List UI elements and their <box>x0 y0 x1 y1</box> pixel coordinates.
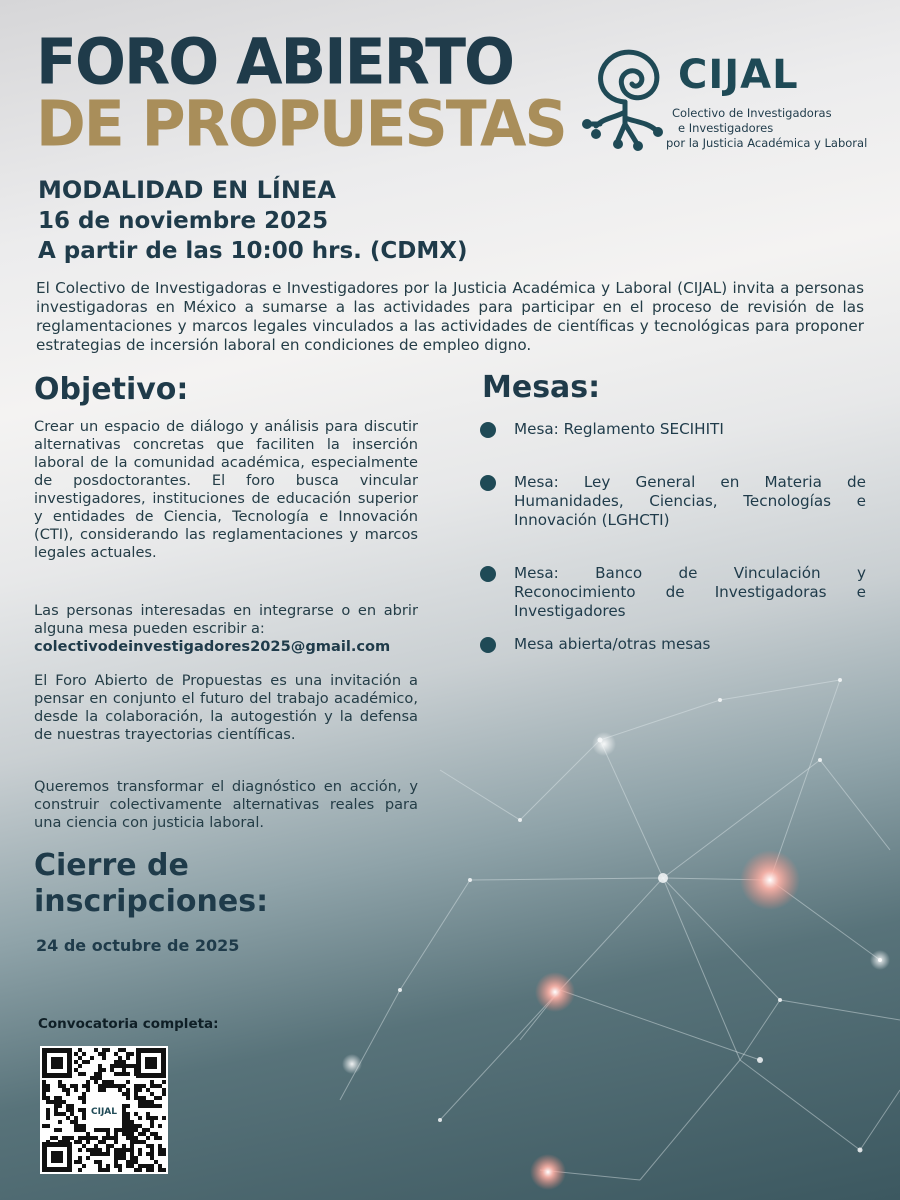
mesa-item <box>480 420 866 439</box>
mesa-item-label: Mesa: Banco de Vinculación y Reconocimiento de Investigadoras e Investigadores <box>514 564 866 620</box>
event-time: A partir de las 10:00 hrs. (CDMX) <box>38 238 468 264</box>
logo-subtitle-line: por la Justicia Académica y Laboral <box>666 136 868 150</box>
intro-paragraph: El Colectivo de Investigadoras e Investigadores por la Justicia Académica y Laboral (CIJAL) invita a personas investigadoras en México a sumarse a las actividades para participar en el proceso de revisión de las reglamentaciones y marcos legales vinculados a las actividades de científicas y tecnológicas para proponer estrategias de incersión laboral en condiciones de empleo digno. <box>36 279 864 354</box>
queremos-text: Queremos transformar el diagnóstico en acción, y construir colectivamente alternativas reales para una ciencia con justicia laboral. <box>34 778 418 831</box>
cierre-heading <box>34 848 268 920</box>
spiral-roots-icon <box>578 40 673 160</box>
mesa-item <box>480 473 866 530</box>
convocatoria-label: Convocatoria completa: <box>38 1016 219 1032</box>
logo-subtitle <box>666 106 868 151</box>
objetivo-text: Crear un espacio de diálogo y análisis para discutir alternativas concretas que faciliten la inserción laboral de la comunidad académica, especialmente de posdoctorantes. El foro busca vincular investigadores, instituciones de educación superior y entidades de Ciencia, Tecnología e Innovación (CTI), considerando las reglamentaciones y marcos legales actuales. <box>34 418 418 561</box>
event-date: 16 de noviembre 2025 <box>38 208 329 234</box>
mesas-list <box>480 420 866 654</box>
cijal-logo <box>578 40 878 160</box>
contact-text: Las personas interesadas en integrarse o en abrir alguna mesa pueden escribir a: <box>34 602 418 637</box>
objetivo-heading: Objetivo: <box>34 372 189 407</box>
logo-subtitle-line: Colectivo de Investigadoras <box>672 106 832 120</box>
title-line-2: DE PROPUESTAS <box>36 87 566 162</box>
mesa-item-label: Mesa: Reglamento SECIHITI <box>514 420 724 438</box>
foro-text: El Foro Abierto de Propuestas es una invitación a pensar en conjunto el futuro del trabajo académico, desde la colaboración, la autogestión y la defensa de nuestras trayectorias científicas. <box>34 672 418 743</box>
title-line-1: FORO ABIERTO <box>36 25 514 100</box>
qr-code[interactable] <box>40 1046 168 1174</box>
mesas-heading: Mesas: <box>482 370 601 405</box>
qr-code-icon <box>40 1046 168 1174</box>
logo-name: CIJAL <box>678 52 799 98</box>
bullet-icon <box>480 566 496 582</box>
bullet-icon <box>480 475 496 491</box>
event-modalidad: MODALIDAD EN LÍNEA <box>38 176 336 204</box>
cierre-heading-line: Cierre de <box>34 848 189 883</box>
contact-email-link[interactable]: colectivodeinvestigadores2025@gmail.com <box>34 638 391 655</box>
logo-subtitle-line: e Investigadores <box>678 121 774 135</box>
contact-block <box>34 602 418 656</box>
mesa-item <box>480 564 866 621</box>
mesa-item <box>480 635 866 654</box>
mesa-item-label: Mesa: Ley General en Materia de Humanidades, Ciencias, Tecnologías e Innovación (LGHCTI) <box>514 473 866 529</box>
mesa-item-label: Mesa abierta/otras mesas <box>514 635 711 653</box>
cierre-date: 24 de octubre de 2025 <box>36 936 240 955</box>
cierre-heading-line: inscripciones: <box>34 884 269 919</box>
bullet-icon <box>480 637 496 653</box>
bullet-icon <box>480 422 496 438</box>
qr-logo-text: CIJAL <box>90 1107 118 1117</box>
